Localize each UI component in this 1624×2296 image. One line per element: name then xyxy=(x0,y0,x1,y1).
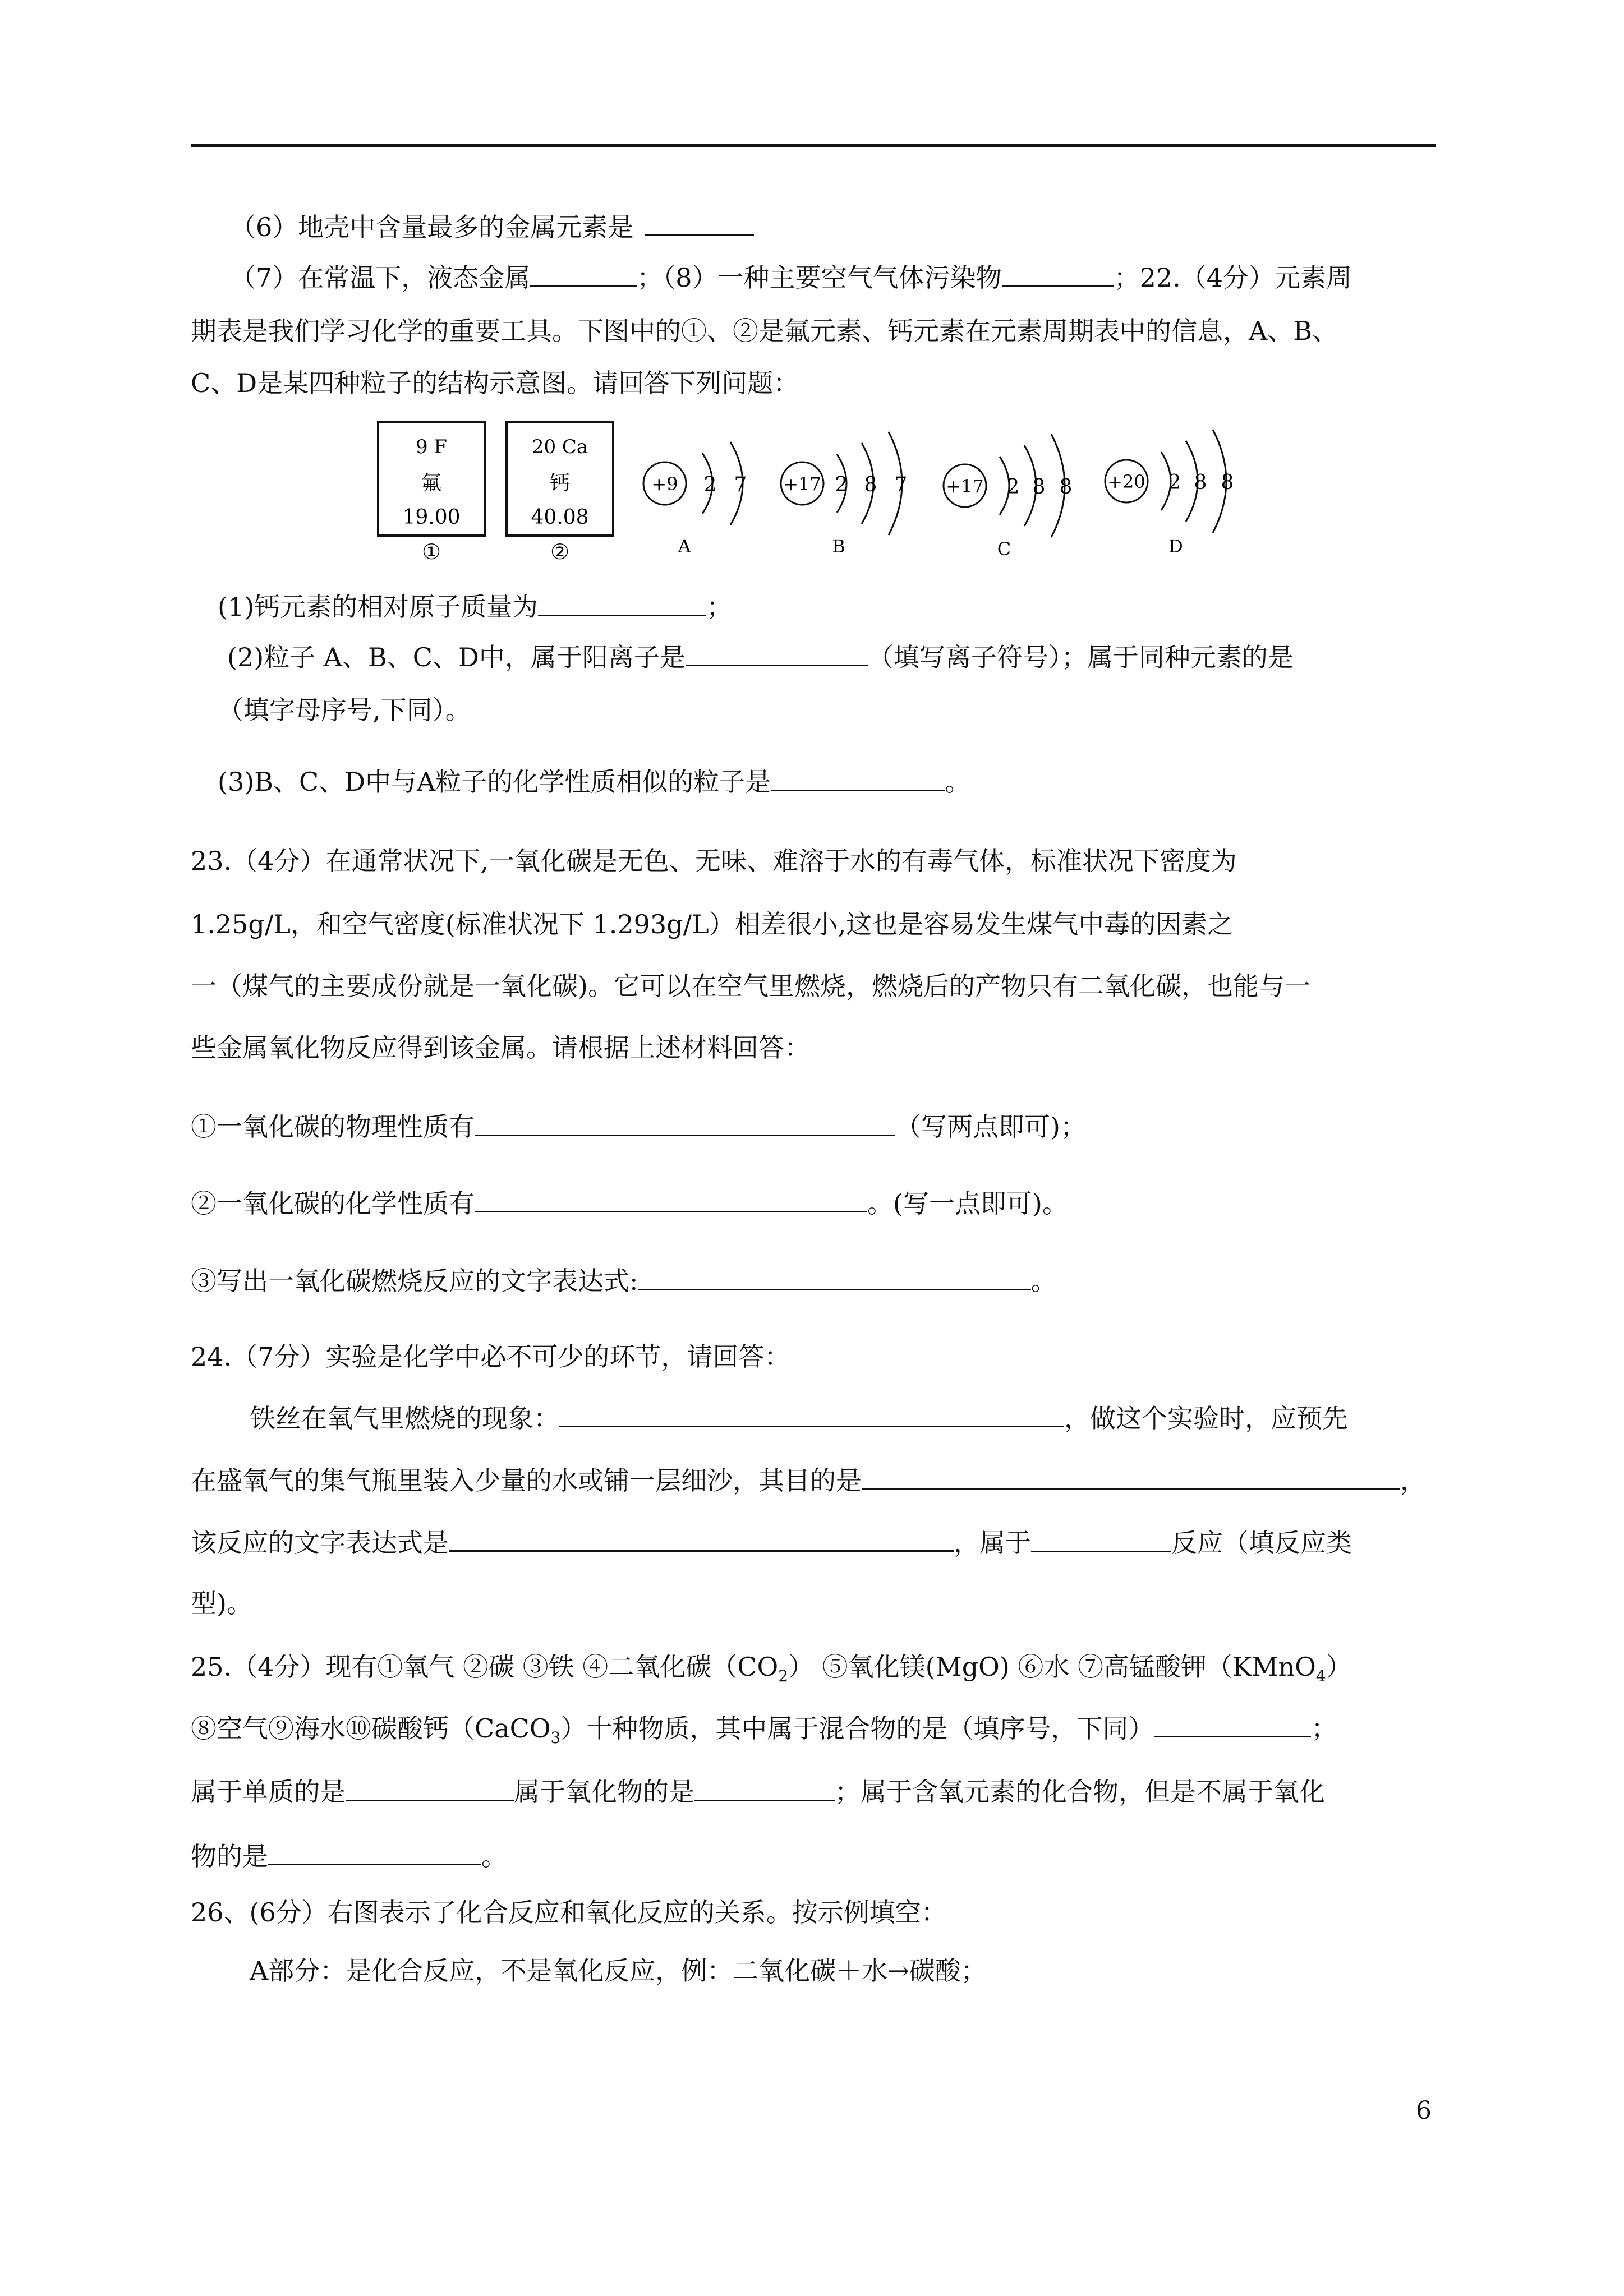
answer-blank[interactable] xyxy=(268,1838,481,1865)
q25-line1: 25.（4分）现有①氧气 ②碳 ③铁 ④二氧化碳$(CO_2)$ ⑤氧化镁(MgO) ⑥水 ⑦高锰酸钾（KMnO$_4$） xyxy=(191,1652,1352,1686)
nucleus-charge: +20 xyxy=(1107,471,1145,492)
q24-line1: 24.（7分）实验是化学中必不可少的环节，请回答： xyxy=(191,1341,790,1372)
answer-blank[interactable] xyxy=(686,639,868,666)
q26-line2: A部分：是化合反应，不是氧化反应，例：二氧化碳＋水→碳酸； xyxy=(250,1956,987,1986)
q22-sub3: (3)B、C、D中与A粒子的化学性质相似的粒子是 。 xyxy=(218,764,970,799)
q22-sub2-cont: （填字母序号,下同）。 xyxy=(218,695,471,725)
card-caption: ② xyxy=(550,540,570,564)
q24-line5: 型)。 xyxy=(191,1588,252,1619)
q23-line1: 23.（4分）在通常状况下,一氧化碳是无色、无味、难溶于水的有毒气体，标准状况下密度为 xyxy=(191,846,1237,876)
shell-electrons: 7 xyxy=(894,473,908,496)
periodic-and-structure-figure xyxy=(0,0,1624,578)
answer-blank[interactable] xyxy=(475,1109,895,1136)
card-mass: 40.08 xyxy=(531,506,589,529)
answer-blank[interactable] xyxy=(862,1462,1400,1490)
answer-blank[interactable] xyxy=(559,1400,1064,1427)
q23-line2: 1.25g/L，和空气密度(标准状况下 1.293g/L）相差很小,这也是容易发生煤气中毒的因素之 xyxy=(191,909,1234,939)
answer-blank[interactable] xyxy=(1154,1711,1311,1737)
shell-electrons: 2 xyxy=(1168,471,1181,494)
answer-blank[interactable] xyxy=(475,1186,867,1212)
q24-line4: 该反应的文字表达式是 ，属于 反应（填反应类 xyxy=(191,1524,1352,1560)
q23-answer3: ③写出一氧化碳燃烧反应的文字表达式: 。 xyxy=(191,1263,1057,1298)
answer-blank[interactable] xyxy=(638,1263,1031,1290)
q21-item7: （7）在常温下，液态金属 ；（8）一种主要空气气体污染物 ；22.（4分）元素周 xyxy=(230,259,1352,294)
card-name: 钙 xyxy=(549,472,571,495)
q23-answer2: ②一氧化碳的化学性质有 。(写一点即可)。 xyxy=(191,1186,1068,1220)
q22-sub1: (1)钙元素的相对原子质量为 ； xyxy=(218,589,732,624)
answer-blank[interactable] xyxy=(771,764,945,791)
shell-electrons: 8 xyxy=(1221,471,1234,494)
shell-electrons: 8 xyxy=(1194,471,1207,494)
card-caption: ① xyxy=(421,540,441,564)
q26-line1: 26、(6分）右图表示了化合反应和氧化反应的关系。按示例填空： xyxy=(191,1897,947,1928)
q23-answer1: ①一氧化碳的物理性质有 （写两点即可)； xyxy=(191,1109,1086,1144)
shell-electrons: 8 xyxy=(1032,476,1046,499)
q23-line3: 一（煤气的主要成份就是一氧化碳)。它可以在空气里燃烧，燃烧后的产物只有二氧化碳，也能与一 xyxy=(191,971,1310,1001)
shell-electrons: 8 xyxy=(1059,476,1073,499)
card-name: 氟 xyxy=(421,472,442,495)
q22-sub2: (2)粒子 A、B、C、D中，属于阳离子是 （填写离子符号）；属于同种元素的是 xyxy=(227,639,1294,674)
q22-intro-line2: 期表是我们学习化学的重要工具。下图中的①、②是氟元素、钙元素在元素周期表中的信息，A、B、 xyxy=(191,316,1338,346)
particle-B xyxy=(781,432,907,557)
answer-blank[interactable] xyxy=(694,1774,835,1801)
particle-label: A xyxy=(678,536,691,557)
page-number: 6 xyxy=(1416,2096,1432,2125)
nucleus-charge: +9 xyxy=(651,473,678,495)
shell-electrons: 2 xyxy=(703,473,717,496)
shell-electrons: 7 xyxy=(734,473,747,496)
answer-blank[interactable] xyxy=(346,1774,514,1801)
card-mass: 19.00 xyxy=(402,506,461,529)
shell-electrons: 8 xyxy=(864,473,877,496)
particle-C xyxy=(944,434,1072,560)
q24-line3: 在盛氧气的集气瓶里装入少量的水或铺一层细沙，其目的是 ， xyxy=(191,1462,1426,1497)
particle-label: B xyxy=(832,536,845,557)
q25-line3: 属于单质的是 属于氧化物的是 ；属于含氧元素的化合物，但是不属于氧化 xyxy=(191,1774,1325,1809)
q22-intro-line3: C、D是某四种粒子的结构示意图。请回答下列问题： xyxy=(191,368,799,398)
card-number-symbol: 9 F xyxy=(415,436,448,458)
particle-A xyxy=(643,442,747,557)
shell-electrons: 2 xyxy=(1006,476,1020,499)
shell-electrons: 2 xyxy=(835,473,848,496)
answer-blank[interactable] xyxy=(538,589,706,616)
answer-blank[interactable] xyxy=(449,1524,954,1552)
card-number-symbol: 20 Ca xyxy=(531,436,588,458)
nucleus-charge: +17 xyxy=(946,476,984,497)
q23-line4: 些金属氧化物反应得到该金属。请根据上述材料回答： xyxy=(191,1032,810,1063)
particle-label: D xyxy=(1168,536,1183,557)
q24-line2: 铁丝在氧气里燃烧的现象： ，做这个实验时，应预先 xyxy=(250,1400,1348,1435)
nucleus-charge: +17 xyxy=(783,473,821,495)
answer-blank[interactable] xyxy=(1031,1525,1171,1552)
q25-line4: 物的是 。 xyxy=(191,1838,507,1873)
q21-item6: （6）地壳中含量最多的金属元素是 xyxy=(230,209,754,244)
particle-label: C xyxy=(997,538,1011,560)
q25-line2: ⑧空气⑨海水⑩碳酸钙（CaCO$_3$）十种物质，其中属于混合物的是（填序号，下同） ； xyxy=(191,1711,1337,1755)
particle-D xyxy=(1105,430,1234,557)
